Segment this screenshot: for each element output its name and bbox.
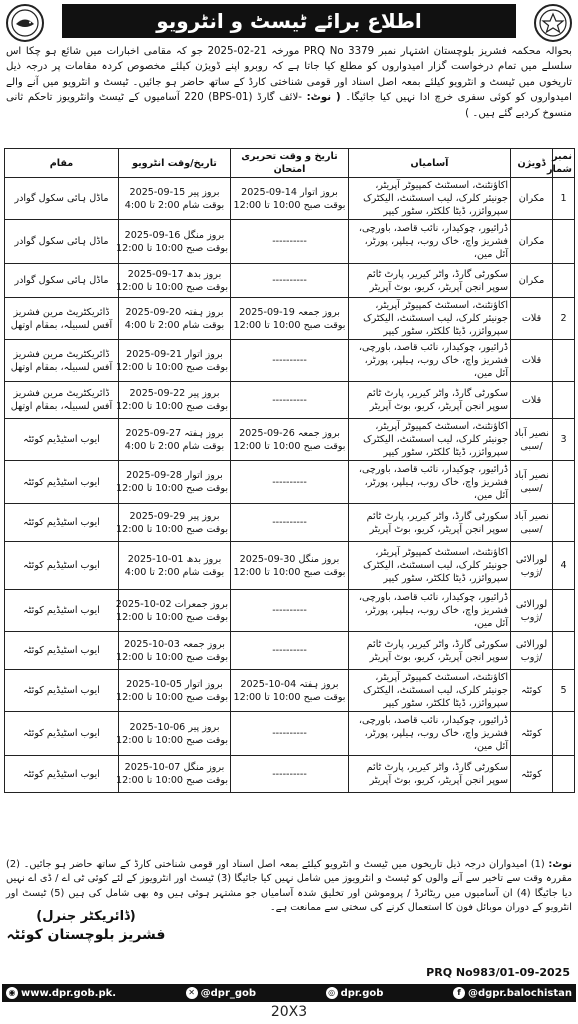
test-day: بروز اتوار 14-09-2025	[241, 186, 338, 198]
interview-day: بروز پیر 06-10-2025	[129, 721, 220, 733]
cell-interview-date	[119, 298, 231, 340]
cell-venue: ایوب اسٹیڈیم کوئٹہ	[5, 590, 119, 632]
cell-venue: ایوب اسٹیڈیم کوئٹہ	[5, 712, 119, 756]
cell-interview-date	[116, 220, 231, 264]
test-time: بوقت صبح 10:00 تا 12:00	[233, 440, 346, 452]
interview-time: بوقت صبح 10:00 تا 12:00	[116, 361, 228, 373]
interview-day: بروز اتوار 28-09-2025	[126, 470, 223, 481]
interview-time: بوقت شام 2:00 تا 4:00	[124, 319, 225, 331]
cell-test-date	[231, 382, 349, 419]
cell-division: کوئٹہ	[511, 712, 553, 756]
cell-division: کوئٹہ	[511, 670, 553, 712]
interview-day: بروز جمعرات 02-10-2025	[115, 598, 228, 610]
footer-facebook[interactable]	[453, 987, 572, 999]
cell-venue: ایوب اسٹیڈیم کوئٹہ	[5, 542, 119, 590]
test-day: ----------	[272, 517, 307, 528]
interview-time: بوقت شام 2:00 تا 4:00	[124, 440, 225, 452]
test-day: ----------	[272, 236, 307, 247]
cell-posts: اکاؤنٹنٹ، اسسٹنٹ کمپیوٹر آپریٹر، جونیئر کلرک، لیب اسسٹنٹ، الیکٹرک سپروائزر، ڈیٹا کلکٹر، سٹور کیپر	[349, 419, 511, 461]
interview-time: بوقت شام 2:00 تا 4:00	[124, 566, 225, 578]
footer-website[interactable]	[6, 987, 116, 999]
cell-division: نصیر آباد /سبی	[511, 504, 553, 542]
cell-serial	[553, 756, 575, 793]
interview-day: بروز ہفتہ 27-09-2025	[125, 427, 224, 439]
cell-interview-date	[116, 461, 231, 504]
cell-posts: سکورٹی گارڈ، واٹر کیریر، پارٹ ٹائم سوپر انجن آپریٹر، کریو، بوٹ آپریٹر	[349, 504, 511, 542]
cell-venue: ایوب اسٹیڈیم کوئٹہ	[5, 461, 119, 504]
table-row	[5, 419, 575, 461]
test-day: بروز جمعہ 26-09-2025	[239, 427, 340, 439]
schedule-body	[5, 178, 575, 793]
interview-day: بروز منگل 16-09-2025	[124, 229, 225, 241]
cell-posts: اکاؤنٹنٹ، اسسٹنٹ کمپیوٹر آپریٹر، جونیئر کلرک، لیب اسسٹنٹ، الیکٹرک سپروائزر، ڈیٹا کلکٹر، سٹور کیپر	[349, 178, 511, 220]
interview-day: بروز پیر 29-09-2025	[129, 510, 220, 522]
cell-venue: ماڈل ہائی سکول گوادر	[5, 264, 119, 298]
interview-day: بروز جمعہ 03-10-2025	[124, 638, 225, 650]
intro-paragraph	[6, 44, 572, 121]
cell-venue: ایوب اسٹیڈیم کوئٹہ	[5, 756, 119, 793]
interview-time: بوقت شام 2:00 تا 4:00	[124, 199, 225, 211]
interview-time: بوقت صبح 10:00 تا 12:00	[116, 611, 228, 623]
cell-division: لورالائی /ژوب	[511, 632, 553, 670]
footer-bar	[2, 984, 576, 1002]
interview-time: بوقت صبح 10:00 تا 12:00	[116, 242, 228, 254]
cell-test-date	[231, 542, 349, 590]
interview-time: بوقت صبح 10:00 تا 12:00	[116, 523, 228, 535]
test-day: ----------	[272, 355, 307, 366]
cell-serial: 3	[553, 419, 575, 461]
cell-serial	[553, 504, 575, 542]
table-row	[5, 542, 575, 590]
notes-label: نوٹ:	[548, 859, 572, 870]
cell-test-date	[231, 220, 349, 264]
cell-division: لورالائی /ژوب	[511, 542, 553, 590]
intro-note-text: -لائف گارڈ (BPS-01) 220 آسامیوں کے ٹیسٹ وانٹرویوز تاحکم ثانی منسوخ کردیے گئے ہیں۔ )	[6, 92, 572, 119]
signature-office: فشریز بلوچستان کوئٹہ	[6, 927, 166, 943]
footer-instagram[interactable]	[326, 987, 384, 999]
cell-posts: اکاؤنٹنٹ، اسسٹنٹ کمپیوٹر آپریٹر، جونیئر کلرک، لیب اسسٹنٹ، الیکٹرک سپروائزر، ڈیٹا کلکٹر، سٹور کیپر	[349, 542, 511, 590]
cell-division: لورالائی /ژوب	[511, 590, 553, 632]
cell-venue: ڈائریکٹریٹ مرین فشریز آفس لسبیلہ، بمقام اوتھل	[5, 382, 119, 419]
cell-venue: ڈائریکٹریٹ مرین فشریز آفس لسبیلہ، بمقام اوتھل	[5, 298, 119, 340]
cell-interview-date	[119, 419, 231, 461]
table-row	[5, 756, 575, 793]
cell-interview-date	[116, 264, 231, 298]
table-row	[5, 220, 575, 264]
table-row	[5, 298, 575, 340]
header-serial: نمبر شمار	[553, 149, 575, 178]
header	[0, 0, 578, 44]
cell-test-date	[231, 670, 349, 712]
cell-serial	[553, 461, 575, 504]
test-day: ----------	[272, 728, 307, 739]
notes-text: (1) امیدواران درجہ ذیل تاریخوں میں ٹیسٹ و انٹرویو کیلئے بمعہ اصل اسناد اور قومی شناختی کارڈ کے ساتھ حاضر ہو جائیں۔ (2) مقررہ وقت سے تاخیر سے آنے والوں کو ٹیسٹ و انٹرویوز میں شامل نہیں کیا جائیگا (3) ٹیسٹ اور انٹرویوز کے لئے کوئی ٹی اے / ڈی اے نہیں دیا جائیگا (4) ان آسامیوں میں ریٹائرڈ / پروموشن اور تخلیق شدہ آسامیاں جو مشتہر ہوئی ہیں وہ بھی شامل کی ہیں (5) ٹیسٹ اور انٹرویو کے دوران موبائل فون کا استعمال کرنے کی سختی سے ممانعت ہے۔	[6, 859, 572, 914]
cell-posts: سکورٹی گارڈ، واٹر کیریر، پارٹ ٹائم سوپر انجن آپریٹر، کریو، بوٹ آپریٹر	[349, 264, 511, 298]
cell-serial	[553, 590, 575, 632]
cell-interview-date	[115, 590, 231, 632]
globe-icon: ◉	[6, 987, 18, 999]
bottom-code: 20X3	[270, 1004, 308, 1020]
cell-test-date	[231, 712, 349, 756]
cell-posts: ڈرائیور، چوکیدار، نائب قاصد، باورچی، فشریز واچ، خاک روب، ہیلپر، پورٹر، آئل مین،	[349, 712, 511, 756]
cell-interview-date	[119, 178, 231, 220]
test-time: بوقت صبح 10:00 تا 12:00	[233, 319, 346, 331]
balochistan-government-emblem-icon	[534, 4, 572, 42]
fisheries-emblem-icon	[6, 4, 44, 42]
facebook-text: @dgpr.balochistan	[467, 987, 572, 999]
header-interview-date: تاریخ/وقت انٹرویو	[119, 149, 231, 178]
website-text: www.dpr.gob.pk.	[21, 987, 117, 999]
interview-time: بوقت صبح 10:00 تا 12:00	[116, 281, 228, 293]
test-time: بوقت صبح 10:00 تا 12:00	[233, 199, 346, 211]
cell-test-date	[231, 264, 349, 298]
cell-posts: ڈرائیور، چوکیدار، نائب قاصد، باورچی، فشریز واچ، خاک روب، ہیلپر، پورٹر، آئل مین،	[349, 590, 511, 632]
interview-day: بروز پیر 22-09-2025	[129, 388, 220, 399]
test-day: ----------	[272, 605, 307, 616]
cell-interview-date	[116, 504, 231, 542]
cell-division: مکران	[511, 178, 553, 220]
table-row	[5, 632, 575, 670]
cell-serial	[553, 632, 575, 670]
cell-venue: ایوب اسٹیڈیم کوئٹہ	[5, 632, 119, 670]
test-day: ----------	[272, 275, 307, 286]
cell-serial	[553, 264, 575, 298]
test-day: ----------	[272, 768, 307, 780]
cell-test-date	[231, 590, 349, 632]
cell-serial: 1	[553, 178, 575, 220]
cell-posts: اکاؤنٹنٹ، اسسٹنٹ کمپیوٹر آپریٹر، جونیئر کلرک، لیب اسسٹنٹ، الیکٹرک سپروائزر، ڈیٹا کلکٹر، سٹور کیپر	[349, 670, 511, 712]
cell-test-date	[231, 419, 349, 461]
interview-day: بروز منگل 07-10-2025	[124, 762, 225, 773]
table-row	[5, 382, 575, 419]
cell-division: مکران	[511, 264, 553, 298]
facebook-icon: f	[453, 987, 465, 999]
test-time: بوقت صبح 10:00 تا 12:00	[233, 566, 346, 578]
cell-interview-date	[116, 340, 231, 382]
interview-time: بوقت صبح 10:00 تا 12:00	[116, 483, 228, 494]
cell-division: مکران	[511, 220, 553, 264]
interview-day: بروز بدھ 17-09-2025	[127, 268, 222, 280]
signature-block	[6, 908, 166, 944]
test-day: بروز منگل 30-09-2025	[239, 553, 340, 565]
cell-posts: سکورٹی گارڈ، واٹر کیریر، پارٹ ٹائم سوپر انجن آپریٹر، کریو، بوٹ آپریٹر	[349, 756, 511, 793]
test-day: بروز ہفتہ 04-10-2025	[240, 678, 339, 690]
interview-day: بروز پیر 15-09-2025	[129, 186, 220, 198]
test-day: ----------	[272, 394, 307, 406]
cell-posts: ڈرائیور، چوکیدار، نائب قاصد، باورچی، فشریز واچ، خاک روب، ہیلپر، پورٹر، آئل مین،	[349, 461, 511, 504]
cell-division: قلات	[511, 298, 553, 340]
cell-posts: ڈرائیور، چوکیدار، نائب قاصد، باورچی، فشریز واچ، خاک روب، ہیلپر، پورٹر، آئل مین،	[349, 340, 511, 382]
twitter-text: @dpr_gob	[200, 987, 257, 999]
table-row	[5, 340, 575, 382]
header-test-date: تاریخ و وقت تحریری امتحان	[231, 149, 349, 178]
cell-posts: سکورٹی گارڈ، واٹر کیریر، پارٹ ٹائم سوپر انجن آپریٹر، کریو، بوٹ آپریٹر	[349, 632, 511, 670]
cell-serial	[553, 382, 575, 419]
cell-test-date	[231, 178, 349, 220]
table-row	[5, 504, 575, 542]
table-row	[5, 264, 575, 298]
schedule-table	[4, 148, 575, 793]
cell-serial: 4	[553, 542, 575, 590]
cell-serial: 5	[553, 670, 575, 712]
intro-text: بحوالہ محکمہ فشریز بلوچستان اشتہار نمبر PRQ No 3379 مورخہ 21-02-2025 جو کہ مقامی اخبارات میں شائع ہو چکا اس سلسلے میں تمام درخواست گزار امیدواروں کو مطلع کیا جاتا ہے کہ روبرو اپنے ڈویژن کیلئے مخصوص کردہ مقامات پر درجہ ذیل تاریخوں میں ٹیسٹ و انٹرویو کیلئے بمعہ اصل اسناد اور قومی شناختی کارڈ کے ساتھ حاضر ہو جائیں۔ ٹیسٹ و انٹرویو میں آنے والے امیدواروں کو کوئی سفری خرچ ادا نہیں کیا جائیگا۔	[6, 46, 573, 104]
table-row	[5, 590, 575, 632]
interview-time: بوقت صبح 10:00 تا 12:00	[116, 401, 228, 412]
test-day: ----------	[272, 476, 307, 488]
cell-venue: ماڈل ہائی سکول گوادر	[5, 178, 119, 220]
cell-division: نصیر آباد /سبی	[511, 419, 553, 461]
cell-serial	[553, 712, 575, 756]
cell-posts: ڈرائیور، چوکیدار، نائب قاصد، باورچی، فشریز واچ، خاک روب، ہیلپر، پورٹر، آئل مین،	[349, 220, 511, 264]
cell-test-date	[231, 340, 349, 382]
cell-division: کوئٹہ	[511, 756, 553, 793]
cell-venue: ایوب اسٹیڈیم کوئٹہ	[5, 670, 119, 712]
test-day: بروز جمعہ 19-09-2025	[239, 306, 340, 318]
instagram-text: dpr.gob	[340, 987, 384, 999]
page-title: اطلاع برائے ٹیسٹ و انٹرویو	[62, 4, 516, 38]
interview-day: بروز اتوار 05-10-2025	[126, 678, 223, 690]
cell-interview-date	[119, 542, 231, 590]
cell-serial	[553, 340, 575, 382]
interview-time: بوقت صبح 10:00 تا 12:00	[116, 734, 228, 746]
cell-serial: 2	[553, 298, 575, 340]
table-row	[5, 670, 575, 712]
header-venue: مقام	[5, 149, 119, 178]
cell-venue: ماڈل ہائی سکول گوادر	[5, 220, 119, 264]
header-posts: آسامیاں	[349, 149, 511, 178]
table-row	[5, 461, 575, 504]
footer-twitter[interactable]	[186, 987, 256, 999]
notes-section	[6, 858, 572, 916]
interview-time: بوقت صبح 10:00 تا 12:00	[116, 775, 228, 786]
cell-interview-date	[116, 670, 231, 712]
cell-serial	[553, 220, 575, 264]
cell-test-date	[231, 756, 349, 793]
cell-interview-date	[116, 632, 231, 670]
test-day: ----------	[272, 645, 307, 656]
cell-interview-date	[116, 712, 231, 756]
cell-venue: ایوب اسٹیڈیم کوئٹہ	[5, 504, 119, 542]
table-row	[5, 712, 575, 756]
cell-venue: ایوب اسٹیڈیم کوئٹہ	[5, 419, 119, 461]
interview-time: بوقت صبح 10:00 تا 12:00	[116, 691, 228, 703]
cell-posts: سکورٹی گارڈ، واٹر کیریر، پارٹ ٹائم سوپر انجن آپریٹر، کریو، بوٹ آپریٹر	[349, 382, 511, 419]
cell-division: قلات	[511, 382, 553, 419]
cell-division: نصیر آباد /سبی	[511, 461, 553, 504]
cell-posts: اکاؤنٹنٹ، اسسٹنٹ کمپیوٹر آپریٹر، جونیئر کلرک، لیب اسسٹنٹ، الیکٹرک سپروائزر، ڈیٹا کلکٹر، سٹور کیپر	[349, 298, 511, 340]
signature-title: (ڈائریکٹر جنرل)	[36, 909, 136, 924]
prq-number: PRQ No983/01-09-2025	[426, 966, 570, 979]
twitter-icon: ✕	[186, 987, 198, 999]
cell-test-date	[231, 632, 349, 670]
table-header-row	[5, 149, 575, 178]
cell-interview-date	[116, 382, 231, 419]
interview-day: بروز ہفتہ 20-09-2025	[125, 306, 224, 318]
intro-note-label: ( نوٹ:	[306, 92, 341, 104]
interview-time: بوقت صبح 10:00 تا 12:00	[116, 651, 228, 663]
cell-division: قلات	[511, 340, 553, 382]
test-time: بوقت صبح 10:00 تا 12:00	[233, 691, 346, 703]
cell-interview-date	[116, 756, 231, 793]
table-row	[5, 178, 575, 220]
interview-day: بروز بدھ 01-10-2025	[127, 553, 222, 565]
instagram-icon: ◎	[326, 987, 338, 999]
cell-test-date	[231, 504, 349, 542]
header-division: ڈویژن	[511, 149, 553, 178]
cell-venue: ڈائریکٹریٹ مرین فشریز آفس لسبیلہ، بمقام اوتھل	[5, 340, 119, 382]
interview-day: بروز اتوار 21-09-2025	[126, 348, 223, 360]
cell-test-date	[231, 298, 349, 340]
cell-test-date	[231, 461, 349, 504]
